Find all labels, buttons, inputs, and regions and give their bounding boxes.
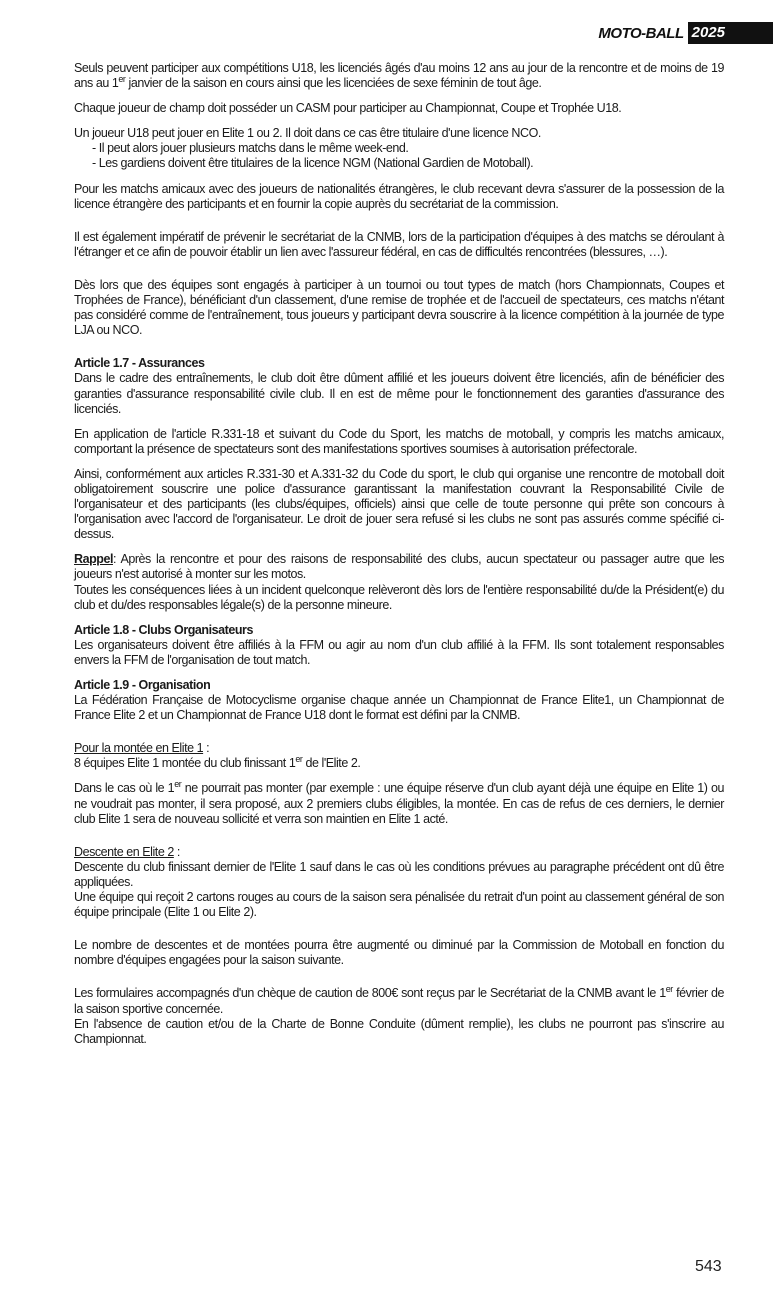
paragraph-foreign-licence: Pour les matchs amicaux avec des joueurs de nationalités étrangères, le club recevant devra s'assurer de la possession de la licence étrangère des participants et en fournir la copie auprès du secrétariat de la commission.: [74, 181, 724, 211]
page-number: 543: [695, 1258, 722, 1275]
paragraph-casm: Chaque joueur de champ doit posséder un CASM pour participer au Championnat, Coupe et Trophée U18.: [74, 101, 622, 116]
relegation-label: Descente en Elite 2: [74, 844, 174, 859]
list-item: - Il peut alors jouer plusieurs matchs dans le même week-end.: [92, 141, 409, 156]
promotion-label: Pour la montée en Elite 1: [74, 741, 204, 756]
article-1-7-title: Article 1.7 - Assurances: [74, 356, 205, 371]
list-item: - Les gardiens doivent être titulaires de la licence NGM (National Gardien de Motoball).: [92, 156, 534, 171]
article-1-9-title: Article 1.9 - Organisation: [74, 678, 211, 692]
paragraph-deposit: Les formulaires accompagnés d'un chèque de caution de 800€ sont reçus par le Secrétariat de la CNMB avant le 1er février de la saison sportive concernée. En l'absence de caution et/ou de la Charte de Bonne Conduite (dûment remplie), les clubs ne pourront pas s'inscrire au Championnat.: [74, 984, 724, 1046]
paragraph-number-of-teams: Le nombre de descentes et de montées pourra être augmenté ou diminué par la Commission de Motoball en fonction du nombre d'équipes engagées pour la saison suivante.: [74, 938, 724, 968]
paragraph-organizers: Les organisateurs doivent être affiliés à la FFM ou agir au nom d'un club affilié à la FFM. Ils sont totalement responsables envers la FFM de l'organisation de tout match.: [74, 637, 724, 667]
paragraph-championships: La Fédération Française de Motocyclisme organise chaque année un Championnat de France Elite1, un Championnat de France Elite 2 et un Championnat de France U18 dont le format est défini par la CNMB.: [74, 693, 724, 723]
rappel-label: Rappel: [74, 552, 113, 567]
paragraph-prefectoral-authorisation: En application de l'article R.331-18 et suivant du Code du Sport, les matchs de motoball, y compris les matchs amicaux, comportant la présence de spectateurs sont des manifestations sportives soumises à autorisation préfectorale.: [74, 426, 724, 456]
paragraph-promotion-refusal: Dans le cas où le 1er ne pourrait pas monter (par exemple : une équipe réserve d'un club ayant déjà une équipe en Elite 1) ou ne voudrait pas monter, il sera proposé, aux 2 premiers clubs éligibles, la montée. En cas de refus de ces derniers, le dernier club Elite 1 sera de nouveau sollicité et verra son maintien en Elite 1 acté.: [74, 779, 724, 826]
paragraph-abroad-matches: Il est également impératif de prévenir le secrétariat de la CNMB, lors de la participation d'équipes à des matchs se déroulant à l'étranger et ce afin de pouvoir établir un lien avec l'assureur fédéral, en cas de difficultés rencontrées (blessures, …).: [74, 229, 724, 259]
paragraph-insurance-policy: Ainsi, conformément aux articles R.331-30 et A.331-32 du Code du sport, le club qui organise une rencontre de motoball doit obligatoirement souscrire une police d'assurance garantissant la manifestation couvrant la Responsabilité Civile de l'organisateur et des participants (les clubs/équipes, officiels) ainsi que celle de toute personne qui prête son concours à l'organisation avec l'accord de l'organisateur. Le droit de jouer sera refusé si les clubs ne sont pas assurés comme spécifié ci-dessus.: [74, 466, 724, 542]
paragraph-relegation: Descente en Elite 2 : Descente du club finissant dernier de l'Elite 1 sauf dans le cas où les conditions prévues au paragraphe précédent ont dû être appliquées. Une équipe qui reçoit 2 cartons rouges au cours de la saison sera pénalisée du retrait d'un point au classement général de son équipe principale (Elite 1 ou Elite 2).: [74, 844, 724, 920]
paragraph-tournaments: Dès lors que des équipes sont engagés à participer à un tournoi ou tout types de match (hors Championnats, Coupes et Trophées de France), bénéficiant d'un classement, d'une remise de trophée et de l'accueil de spectateurs, ces matchs n'étant pas considéré comme de l'entraînement, tous joueurs y participant devra souscrire à la licence compétition à la journée de type LJA ou NCO.: [74, 277, 724, 338]
paragraph-u18-eligibility: Seuls peuvent participer aux compétitions U18, les licenciés âgés d'au moins 12 ans au jour de la rencontre et de moins de 19 ans au 1er janvier de la saison en cours ainsi que les licenciées de sexe féminin de tout âge.: [74, 61, 724, 91]
page-header: [598, 22, 773, 44]
article-1-8-title: Article 1.8 - Clubs Organisateurs: [74, 622, 253, 637]
paragraph-training-insurance: Dans le cadre des entraînements, le club doit être dûment affilié et les joueurs doivent être licenciés, afin de bénéficier des garanties d'assurance responsabilité civile club. Il en est de même pour le fonctionnement des garanties d'assurance des licenciés.: [74, 371, 724, 416]
document-body: [74, 61, 724, 1057]
paragraph-u18-elite: Un joueur U18 peut jouer en Elite 1 ou 2. Il doit dans ce cas être titulaire d'une licence NCO. - Il peut alors jouer plusieurs matchs dans le même week-end. - Les gardiens doivent être titulaires de la licence NGM (National Gardien de Motoball).: [74, 126, 541, 171]
paragraph-rappel: Rappel: Après la rencontre et pour des raisons de responsabilité des clubs, aucun spectateur ou passager autre que les joueurs n'est autorisé à monter sur les motos. Toutes les conséquences liées à un incident quelconque relèveront dès lors de l'entière responsabilité du/de la Président(e) du club et du/des responsables légale(s) de la personne mineure.: [74, 552, 724, 612]
header-year-badge: 2025: [688, 22, 773, 44]
header-brand: MOTO-BALL: [598, 24, 684, 42]
paragraph-promotion: Pour la montée en Elite 1 : 8 équipes Elite 1 montée du club finissant 1er de l'Elite 2.: [74, 741, 361, 771]
